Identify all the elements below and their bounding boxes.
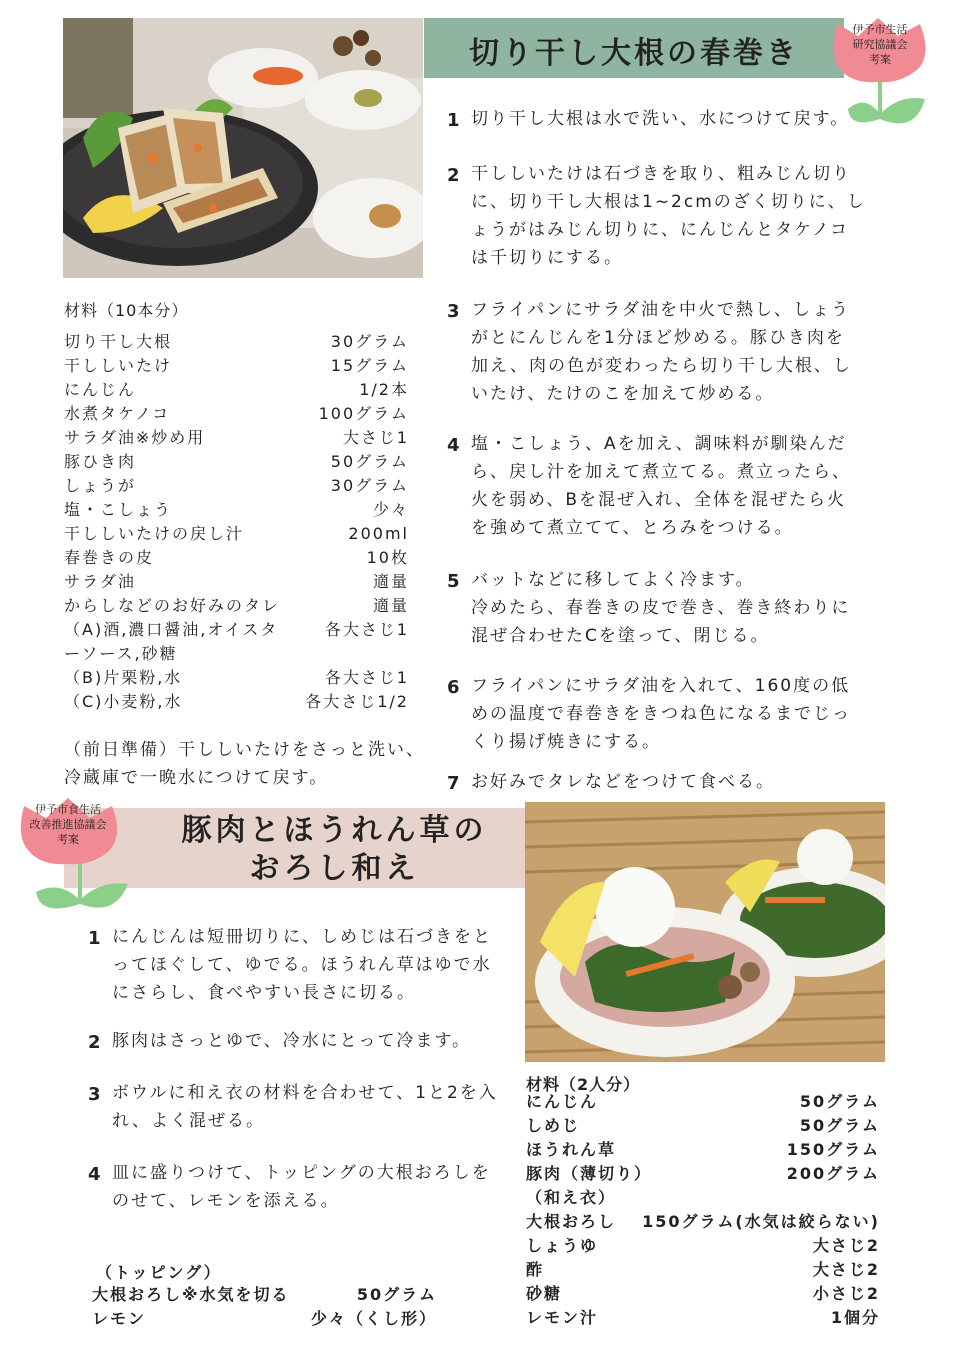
ingredient-name: サラダ油 [64,572,136,591]
ingredient-name: （B)片栗粉,水 [64,668,183,687]
ingredient-row [526,1090,880,1114]
ingredient-name: しょうが [64,476,137,495]
step-line: 皿に盛りつけて、トッピングの大根おろしを [112,1163,491,1183]
step-line: 加え、肉の色が変わったら切り干し大根、し [471,356,852,376]
ingredient-name: 春巻きの皮 [64,548,155,567]
ingredient-name: 干ししいたけの戻し汁 [64,524,245,543]
step-line: フライパンにサラダ油を入れて、160度の低 [471,676,851,696]
step-line: お好みでタレなどをつけて食べる。 [471,772,775,792]
ingredient-row [526,1162,880,1186]
ingredient-quantity: 各大さじ1 [324,668,409,687]
recipe1-title: 切り干し大根の春巻き [469,36,799,71]
ingredient-quantity: 小さじ2 [812,1284,880,1303]
ingredient-quantity: 1個分 [830,1308,880,1327]
prep-note-line: 冷蔵庫で一晩水につけて戻す。 [64,768,329,788]
ingredient-quantity: 50グラム [799,1092,880,1111]
ingredient-name: （C)小麦粉,水 [64,692,183,711]
badge1-line2: 研究協議会 [852,38,908,51]
recipe2-badge [20,792,130,912]
step-line: くり揚げ焼きにする。 [471,732,661,752]
step-line: ボウルに和え衣の材料を合わせて、1と2を入 [112,1083,498,1103]
ingredient-row [526,1210,880,1234]
ingredient-name: （A)酒,濃口醤油,オイスタ [64,620,279,639]
ingredient-row [64,378,409,402]
ingredient-quantity: 150グラム(水気は絞らない) [642,1212,880,1231]
ingredient-name: 塩・こしょう [64,500,173,519]
ingredient-row [526,1186,880,1210]
step-number: 2 [447,165,462,186]
topping-list [92,1283,437,1331]
recipe2-ingredients-title: 材料（2人分） [526,1075,641,1094]
step-text [112,1079,513,1135]
ingredient-quantity: 大さじ2 [812,1260,880,1279]
step-line: 塩・こしょう、Aを加え、調味料が馴染んだ [471,434,847,454]
step-number: 3 [447,301,462,322]
ingredient-name: しめじ [526,1116,581,1135]
recipe2-title-line: おろし和え [249,851,420,886]
ingredient-quantity: 100グラム [318,404,409,423]
ingredient-quantity: 200グラム [786,1164,880,1183]
step-number: 4 [447,435,462,456]
ingredient-quantity: 大さじ1 [342,428,409,447]
ingredient-row [526,1234,880,1258]
ingredient-quantity: 10枚 [366,548,409,567]
step-number: 5 [447,571,462,592]
step-number: 6 [447,677,462,698]
ingredient-name: にんじん [64,380,137,399]
ingredient-quantity: 少々 [372,500,409,519]
ingredient-row [64,690,409,714]
ingredient-row [64,570,409,594]
ingredient-quantity: 150グラム [786,1140,880,1159]
step-number: 1 [88,928,103,949]
step-number: 7 [447,773,462,794]
ingredient-name: レモン汁 [526,1308,599,1327]
step-line: 豚肉はさっとゆで、冷水にとって冷ます。 [112,1031,471,1051]
ingredient-name: 水煮タケノコ [64,404,171,423]
step-line: 火を弱め、Bを混ぜ入れ、全体を混ぜたら火 [471,490,847,510]
ingredient-row [526,1306,880,1330]
step-text [471,105,887,133]
recipe2-title-banner [64,808,525,888]
ingredient-row [64,522,409,546]
step-line: ょうがはみじん切りに、にんじんとタケノコ [471,220,849,240]
ingredient-row [92,1307,437,1331]
ingredient-row [64,330,409,354]
step-line: にんじんは短冊切りに、しめじは石づきをと [112,927,492,947]
ingredient-name: サラダ油※炒め用 [64,428,206,447]
step-text [471,768,887,796]
ingredient-quantity: 30グラム [330,332,409,351]
ingredient-quantity: 適量 [372,596,409,615]
recipe1-ingredients-title: 材料（10本分） [64,301,189,320]
step-line: 干ししいたけは石づきを取り、粗みじん切り [471,164,851,184]
step-text [112,1159,513,1215]
ingredient-row [526,1258,880,1282]
ingredient-name: ほうれん草 [526,1140,617,1159]
step-number: 4 [88,1164,103,1185]
ingredient-quantity: 30グラム [330,476,409,495]
badge2-line2: 改善推進協議会 [29,818,107,831]
recipe1-prep-note [64,736,444,792]
ingredient-row [526,1282,880,1306]
ingredient-row [526,1138,880,1162]
ingredient-quantity: 各大さじ1/2 [305,692,409,711]
badge2-line1: 伊予市食生活 [35,803,101,816]
ingredient-name: 干ししいたけ [64,356,173,375]
recipe1-ingredients [64,330,409,714]
ingredient-name: しょうゆ [526,1236,599,1255]
step-line: がとにんじんを1分ほど炒める。豚ひき肉を [471,328,845,348]
step-line: に、切り干し大根は1~2cmのざく切りに、し [471,192,866,212]
ingredient-row [64,618,409,642]
ingredient-row [64,450,409,474]
step-text [471,160,887,272]
step-text [471,672,887,756]
step-line: ら、戻し汁を加えて煮立てる。煮立ったら、 [471,462,851,482]
step-line: 冷めたら、春巻きの皮で巻き、巻き終わりに [471,598,851,618]
ingredient-name: 大根おろし※水気を切る [92,1285,290,1304]
prep-note-line: （前日準備）干ししいたけをさっと洗い、 [64,740,425,760]
recipe2-title-line: 豚肉とほうれん草の [181,813,488,848]
ingredient-name: 豚肉（薄切り） [526,1164,653,1183]
ingredient-quantity: 200ml [348,524,409,543]
step-line: フライパンにサラダ油を中火で熱し、しょう [471,300,850,320]
step-line: ってほぐして、ゆでる。ほうれん草はゆで水 [112,955,492,975]
ingredient-quantity: 適量 [372,572,409,591]
recipe2-steps [88,915,513,1245]
ingredient-name: 酢 [526,1260,545,1279]
recipe2-ingredients [526,1090,880,1330]
step-line: 混ぜ合わせたCを塗って、閉じる。 [471,626,770,646]
step-line: にさらし、食べやすい長さに切る。 [112,983,416,1003]
ingredient-quantity: 50グラム [356,1285,437,1304]
recipe2-title [144,812,525,888]
ingredient-name: 大根おろし [526,1212,617,1231]
ingredient-quantity: 1/2本 [359,380,409,399]
ingredient-name: 砂糖 [526,1284,563,1303]
badge1-line3: 考案 [869,53,891,66]
ingredient-row [92,1283,437,1307]
step-line: 切り干し大根は水で洗い、水につけて戻す。 [471,109,850,129]
ingredient-row [64,642,409,666]
step-text [112,1027,513,1055]
step-number: 3 [88,1084,103,1105]
ingredient-quantity: 50グラム [799,1116,880,1135]
ingredient-row [64,426,409,450]
ingredient-quantity: 15グラム [330,356,409,375]
ingredient-name: 切り干し大根 [64,332,173,351]
step-line: のせて、レモンを添える。 [112,1191,340,1211]
ingredient-row [64,402,409,426]
badge2-line3: 考案 [57,833,79,846]
ingredient-row [64,474,409,498]
ingredient-row [64,354,409,378]
ingredient-name: （和え衣） [526,1188,617,1207]
step-line: れ、よく混ぜる。 [112,1111,266,1131]
step-text [471,566,887,650]
ingredient-name: 豚ひき肉 [64,452,137,471]
step-line: を強めて煮立てて、とろみをつける。 [471,518,794,538]
step-number: 2 [88,1032,103,1053]
ingredient-name: にんじん [526,1092,599,1111]
ingredient-quantity: 少々（くし形） [310,1309,437,1328]
step-line: バットなどに移してよく冷ます。 [471,570,755,590]
ingredient-row [526,1114,880,1138]
step-text [471,296,887,408]
ingredient-row [64,594,409,618]
badge1-line1: 伊予市生活 [852,23,908,36]
ingredient-row [64,546,409,570]
ingredient-row [64,666,409,690]
ingredient-name: レモン [92,1309,147,1328]
ingredient-row [64,498,409,522]
spring-roll-photo [63,18,423,278]
recipe1-steps [447,0,887,800]
ingredient-quantity: 各大さじ1 [324,620,409,639]
ingredient-name: ーソース,砂糖 [64,644,178,663]
step-line: いたけ、たけのこを加えて炒める。 [471,384,775,404]
ingredient-name: からしなどのお好みのタレ [64,596,281,615]
step-line: は千切りにする。 [471,248,623,268]
step-number: 1 [447,110,462,131]
pork-spinach-photo [525,802,885,1062]
step-text [112,923,513,1007]
ingredient-quantity: 50グラム [330,452,409,471]
ingredient-quantity: 大さじ2 [812,1236,880,1255]
step-text [471,430,887,542]
step-line: めの温度で春巻きをきつね色になるまでじっ [471,704,851,724]
topping-title: （トッピング） [96,1263,222,1282]
